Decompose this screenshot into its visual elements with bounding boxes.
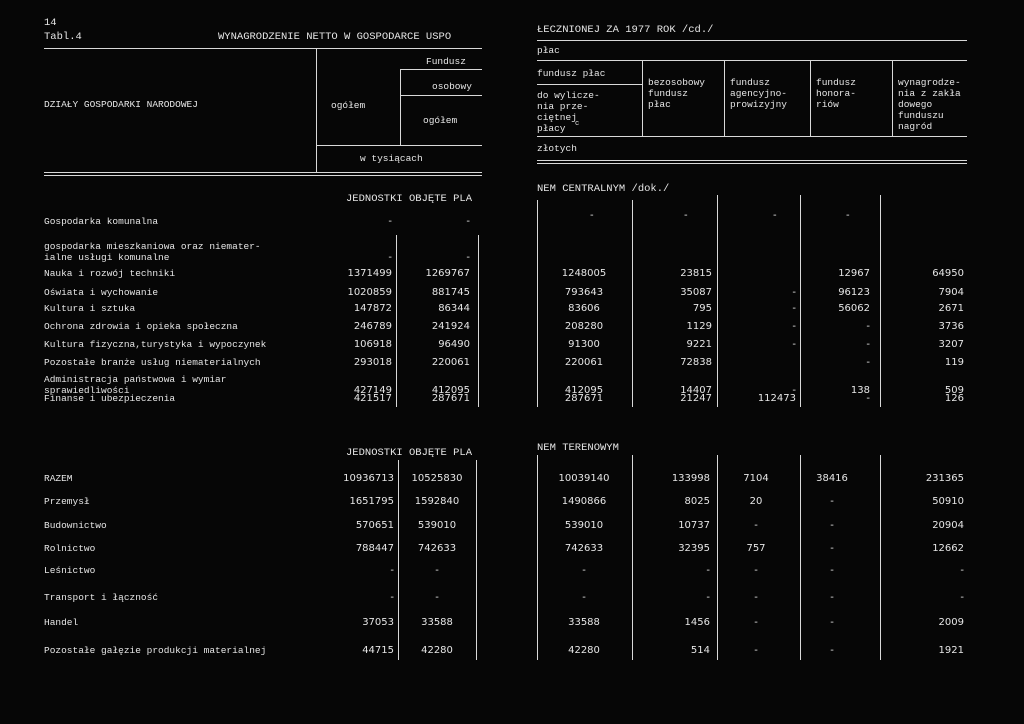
table-cell: 112473 [757, 393, 796, 404]
table-cell: 1020859 [347, 287, 392, 298]
table-cell: 72838 [680, 357, 712, 368]
table-cell: 50910 [932, 496, 964, 507]
row-label: RAZEM [44, 473, 73, 484]
table-cell: 881745 [431, 287, 470, 298]
header-osobowy-ogolem: ogółem [423, 115, 458, 126]
table-cell: - [792, 287, 796, 298]
table-cell: 33588 [568, 617, 600, 628]
table-cell: 570651 [355, 520, 394, 531]
table-cell: 412095 [564, 385, 604, 396]
table-cell: - [706, 565, 710, 576]
row-label: Nauka i rozwój techniki [44, 268, 176, 279]
table-cell: 220061 [431, 357, 470, 368]
table-cell: - [754, 617, 758, 628]
table-cell: 3736 [938, 321, 964, 332]
table-cell: 1371499 [347, 268, 392, 279]
header-c-mark: c [575, 120, 580, 128]
table-cell: - [582, 592, 586, 603]
table-cell: 514 [690, 645, 710, 656]
table-cell: 1651795 [349, 496, 394, 507]
table-cell: 138 [850, 385, 870, 396]
table-cell: 788447 [355, 543, 394, 554]
header-osobowy: osobowy [432, 81, 472, 92]
row-label: Przemysł [44, 496, 90, 507]
header-fundusz: Fundusz [426, 56, 466, 67]
header-zakladowego: wynagrodze- nia z zakła dowego funduszu nagród [898, 77, 961, 132]
table-cell: 20 [749, 496, 763, 507]
table-cell: - [792, 321, 796, 332]
row-label: Kultura i sztuka [44, 303, 136, 314]
header-agencyjno: fundusz agencyjno- prowizyjny [730, 77, 788, 110]
table-cell: 37053 [362, 617, 394, 628]
table-cell: - [960, 565, 964, 576]
table-cell: 96490 [438, 339, 470, 350]
table-cell: 795 [692, 303, 712, 314]
table-cell: 10525830 [411, 473, 463, 484]
table-cell: - [754, 520, 758, 531]
table-cell: 20904 [932, 520, 964, 531]
header-fundusz-plac: fundusz płac [537, 68, 606, 79]
table-cell: 14407 [680, 385, 712, 396]
row-label: Handel [44, 617, 79, 628]
table-cell: 9221 [686, 339, 712, 350]
table-cell: 1248005 [561, 268, 607, 279]
row-label: Pozostałe branże usług niematerialnych [44, 357, 261, 368]
table-cell: 42280 [421, 645, 453, 656]
table-cell: - [830, 496, 834, 507]
table-cell: - [866, 321, 870, 332]
table-cell: - [830, 592, 834, 603]
section2-title-left: JEDNOSTKI OBJĘTE PLA [346, 447, 473, 459]
table-cell: - [866, 357, 870, 368]
table-cell: 208280 [564, 321, 604, 332]
header-w-tysiacach: w tysiącach [360, 153, 423, 164]
table-cell: 1129 [686, 321, 712, 332]
table-cell: 42280 [568, 645, 600, 656]
table-cell: - [792, 339, 796, 350]
table-cell: 64950 [932, 268, 964, 279]
table-cell: 231365 [925, 473, 964, 484]
table-cell: - [706, 592, 710, 603]
top-dash: - [684, 210, 688, 221]
table-cell: - [866, 393, 870, 404]
row-label: Finanse i ubezpieczenia [44, 393, 176, 404]
header-plac: płac [537, 45, 560, 56]
row-label: Budownictwo [44, 520, 107, 531]
header-honorariow: fundusz honora- riów [816, 77, 856, 110]
table-cell: - [830, 543, 834, 554]
table-cell: 509 [944, 385, 964, 396]
table-cell: 44715 [362, 645, 394, 656]
table-cell: 12967 [838, 268, 870, 279]
table-cell: 287671 [564, 393, 604, 404]
table-cell: 83606 [568, 303, 600, 314]
table-cell: - [388, 252, 392, 263]
table-cell: - [754, 565, 758, 576]
table-cell: 8025 [684, 496, 710, 507]
table-cell: 56062 [838, 303, 870, 314]
header-bezosobowy: bezosobowy fundusz płac [648, 77, 706, 110]
table-cell: 1592840 [414, 496, 460, 507]
table-cell: 1269767 [425, 268, 470, 279]
table-cell: 147872 [353, 303, 392, 314]
row-label: Transport i łączność [44, 592, 159, 603]
table-cell: - [388, 216, 392, 227]
table-cell: - [754, 592, 758, 603]
row-label: Gospodarka komunalna [44, 216, 159, 227]
table-cell: 742633 [564, 543, 604, 554]
table-cell: 7104 [743, 473, 769, 484]
table-cell: 12662 [932, 543, 964, 554]
header-zlotych: złotych [537, 143, 577, 154]
table-cell: 539010 [417, 520, 457, 531]
table-cell: 287671 [431, 393, 470, 404]
table-title-right: ŁECZNIONEJ ZA 1977 ROK /cd./ [537, 24, 714, 36]
table-cell: 1456 [684, 617, 710, 628]
table-title-left: WYNAGRODZENIE NETTO W GOSPODARCE USPO [218, 31, 452, 43]
table-cell: 539010 [564, 520, 604, 531]
top-dash: - [590, 210, 594, 221]
table-cell: 126 [944, 393, 964, 404]
table-cell: 2009 [938, 617, 964, 628]
table-cell: 32395 [678, 543, 710, 554]
table-cell: 757 [746, 543, 766, 554]
table-cell: - [582, 565, 586, 576]
row-label: Oświata i wychowanie [44, 287, 159, 298]
row-label: gospodarka mieszkaniowa oraz niemater- ialne usługi komunalne [44, 241, 261, 263]
table-cell: - [466, 216, 470, 227]
table-cell: 412095 [431, 385, 470, 396]
table-cell: 23815 [680, 268, 712, 279]
table-cell: 91300 [568, 339, 600, 350]
table-cell: - [466, 252, 470, 263]
header-do-wyliczenia: do wylicze- nia prze- ciętnej płacy [537, 90, 600, 134]
table-cell: 35087 [680, 287, 712, 298]
table-cell: 2671 [938, 303, 964, 314]
row-label: Administracja państwowa i wymiar sprawiedliwości [44, 374, 227, 396]
table-cell: 10039140 [558, 473, 610, 484]
table-cell: - [830, 617, 834, 628]
table-cell: - [830, 565, 834, 576]
row-label: Leśnictwo [44, 565, 96, 576]
table-cell: - [830, 645, 834, 656]
table-cell: - [754, 645, 758, 656]
table-cell: - [435, 565, 439, 576]
table-cell: - [435, 592, 439, 603]
table-cell: 33588 [421, 617, 453, 628]
table-cell: 3207 [938, 339, 964, 350]
top-dash: - [846, 210, 850, 221]
table-cell: - [390, 565, 394, 576]
table-cell: 7904 [938, 287, 964, 298]
row-label: Ochrona zdrowia i opieka społeczna [44, 321, 238, 332]
table-cell: 421517 [353, 393, 392, 404]
table-cell: 133998 [671, 473, 710, 484]
header-ogolem: ogółem [331, 100, 366, 111]
table-cell: 21247 [680, 393, 712, 404]
section2-title-right: NEM TERENOWYM [537, 442, 619, 454]
section1-title-left: JEDNOSTKI OBJĘTE PLA [346, 193, 473, 205]
row-label: Pozostałe gałęzie produkcji materialnej [44, 645, 267, 656]
table-cell: - [830, 520, 834, 531]
table-cell: - [960, 592, 964, 603]
table-cell: 742633 [417, 543, 457, 554]
row-label: Rolnictwo [44, 543, 96, 554]
top-dash: - [773, 210, 777, 221]
table-cell: 10936713 [343, 473, 394, 484]
table-cell: 293018 [353, 357, 392, 368]
row-label: Kultura fizyczna,turystyka i wypoczynek [44, 339, 267, 350]
table-cell: - [792, 303, 796, 314]
table-cell: 1921 [938, 645, 964, 656]
table-cell: - [866, 339, 870, 350]
section1-title-right: NEM CENTRALNYM /dok./ [537, 183, 670, 195]
table-cell: 220061 [564, 357, 604, 368]
table-cell: 246789 [353, 321, 392, 332]
table-label: Tabl.4 [44, 31, 82, 43]
table-cell: - [792, 385, 796, 396]
table-cell: 10737 [678, 520, 710, 531]
table-cell: 119 [944, 357, 964, 368]
table-cell: 86344 [438, 303, 470, 314]
header-dzialy: DZIAŁY GOSPODARKI NARODOWEJ [44, 99, 198, 110]
table-cell: 96123 [838, 287, 870, 298]
table-cell: 38416 [816, 473, 848, 484]
table-cell: 427149 [353, 385, 392, 396]
table-cell: 1490866 [561, 496, 607, 507]
table-cell: 241924 [431, 321, 470, 332]
page-number: 14 [44, 17, 57, 29]
table-cell: - [390, 592, 394, 603]
table-cell: 793643 [564, 287, 604, 298]
table-cell: 106918 [353, 339, 392, 350]
